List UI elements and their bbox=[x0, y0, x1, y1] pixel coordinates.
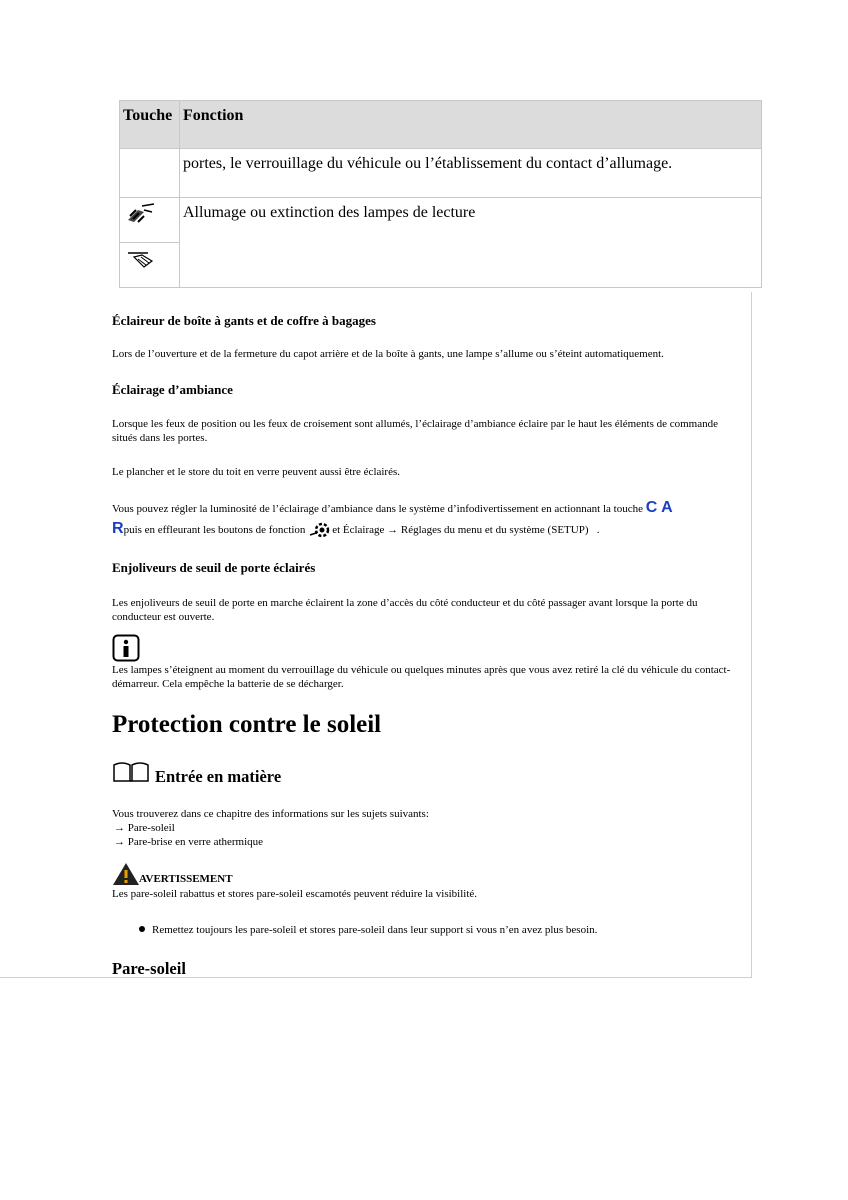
glovebox-title: Éclaireur de boîte à gants et de coffre à bagages bbox=[112, 313, 376, 328]
info-text: Les lampes s’éteignent au moment du verrouillage du véhicule ou quelques minutes après que vous avez retiré la clé du véhicule du contact-démarreur. Cela empêche la batterie de se décharger. bbox=[112, 664, 731, 690]
table-header-key: Touche bbox=[120, 101, 180, 149]
ambient-text3-part4: → Réglages du menu et du système (SETUP) bbox=[387, 524, 589, 536]
sill-text: Les enjoliveurs de seuil de porte en marche éclairent la zone d’accès du côté conducteur et du côté passager avant lorsque la porte du conducteur est ouverte. bbox=[112, 597, 698, 623]
intro-text-block bbox=[112, 807, 742, 849]
table-cell-empty bbox=[120, 149, 180, 198]
ambient-text3-part2: puis en effleurant les boutons de fonction bbox=[123, 524, 306, 536]
table-cell-icon bbox=[120, 243, 180, 288]
warning-bullet-text: Remettez toujours les pare-soleil et stores pare-soleil dans leur support si vous n’en avez plus besoin. bbox=[152, 924, 598, 936]
book-icon bbox=[112, 761, 150, 790]
ambient-text3-part3: et Éclairage bbox=[332, 524, 385, 536]
sill-title: Enjoliveurs de seuil de porte éclairés bbox=[112, 560, 316, 575]
intro-text: Vous trouverez dans ce chapitre des informations sur les sujets suivants: bbox=[112, 808, 429, 820]
intro-title: Entrée en matière bbox=[155, 767, 282, 786]
car-button-ca-icon: C A bbox=[645, 499, 673, 516]
glovebox-section bbox=[112, 313, 742, 329]
intro-link-pare-soleil[interactable]: → Pare-soleil bbox=[114, 822, 175, 834]
intro-link-pare-brise[interactable]: → Pare-brise en verre athermique bbox=[114, 836, 264, 848]
ambient-text2-block bbox=[112, 465, 742, 479]
ambient-text2: Le plancher et le store du toit en verre peuvent aussi être éclairés. bbox=[112, 466, 401, 478]
settings-gear-icon bbox=[308, 521, 332, 539]
ambient-title: Éclairage d’ambiance bbox=[112, 382, 233, 397]
info-text-block bbox=[112, 663, 742, 691]
reading-lamp-off-icon bbox=[124, 247, 156, 271]
intro-title-block bbox=[155, 767, 281, 787]
glovebox-text-block bbox=[112, 347, 742, 361]
next-section-title: Pare-soleil bbox=[112, 959, 186, 978]
warning-bullet-block bbox=[152, 923, 732, 937]
ambient-section bbox=[112, 382, 742, 398]
ambient-text3-part1: Vous pouvez régler la luminosité de l’éclairage d’ambiance dans le système d’infodivertissement en actionnant la touche bbox=[112, 503, 643, 515]
table-row-text: Allumage ou extinction des lampes de lecture bbox=[180, 198, 762, 288]
warning-text-block bbox=[112, 887, 742, 901]
ambient-text3-end: . bbox=[596, 524, 600, 536]
sill-text-block bbox=[112, 596, 742, 624]
warning-label-block bbox=[139, 872, 233, 886]
key-function-table bbox=[119, 100, 762, 288]
table-header-function: Fonction bbox=[180, 101, 762, 149]
ambient-text3-block bbox=[112, 498, 752, 540]
warning-text: Les pare-soleil rabattus et stores pare-soleil escamotés peuvent réduire la visibilité. bbox=[112, 888, 478, 900]
page-frame-right bbox=[751, 292, 752, 978]
table-row-text: portes, le verrouillage du véhicule ou l’établissement du contact d’allumage. bbox=[180, 149, 762, 198]
ambient-text1-block bbox=[112, 417, 742, 445]
car-button-r-icon: R bbox=[112, 520, 124, 537]
bullet-point bbox=[139, 926, 145, 932]
reading-lamp-on-icon bbox=[124, 202, 156, 226]
ambient-text1: Lorsque les feux de position ou les feux de croisement sont allumés, l’éclairage d’ambiance éclaire par le haut les éléments de commande situés dans les portes. bbox=[112, 418, 718, 444]
warning-label: AVERTISSEMENT bbox=[139, 873, 233, 885]
table-cell-icon bbox=[120, 198, 180, 243]
sill-section bbox=[112, 560, 742, 576]
next-section-block bbox=[112, 959, 742, 979]
main-title-block bbox=[112, 711, 742, 739]
glovebox-text: Lors de l’ouverture et de la fermeture du capot arrière et de la boîte à gants, une lampe s’allume ou s’éteint automatiquement. bbox=[112, 348, 664, 360]
page-title: Protection contre le soleil bbox=[112, 711, 382, 738]
